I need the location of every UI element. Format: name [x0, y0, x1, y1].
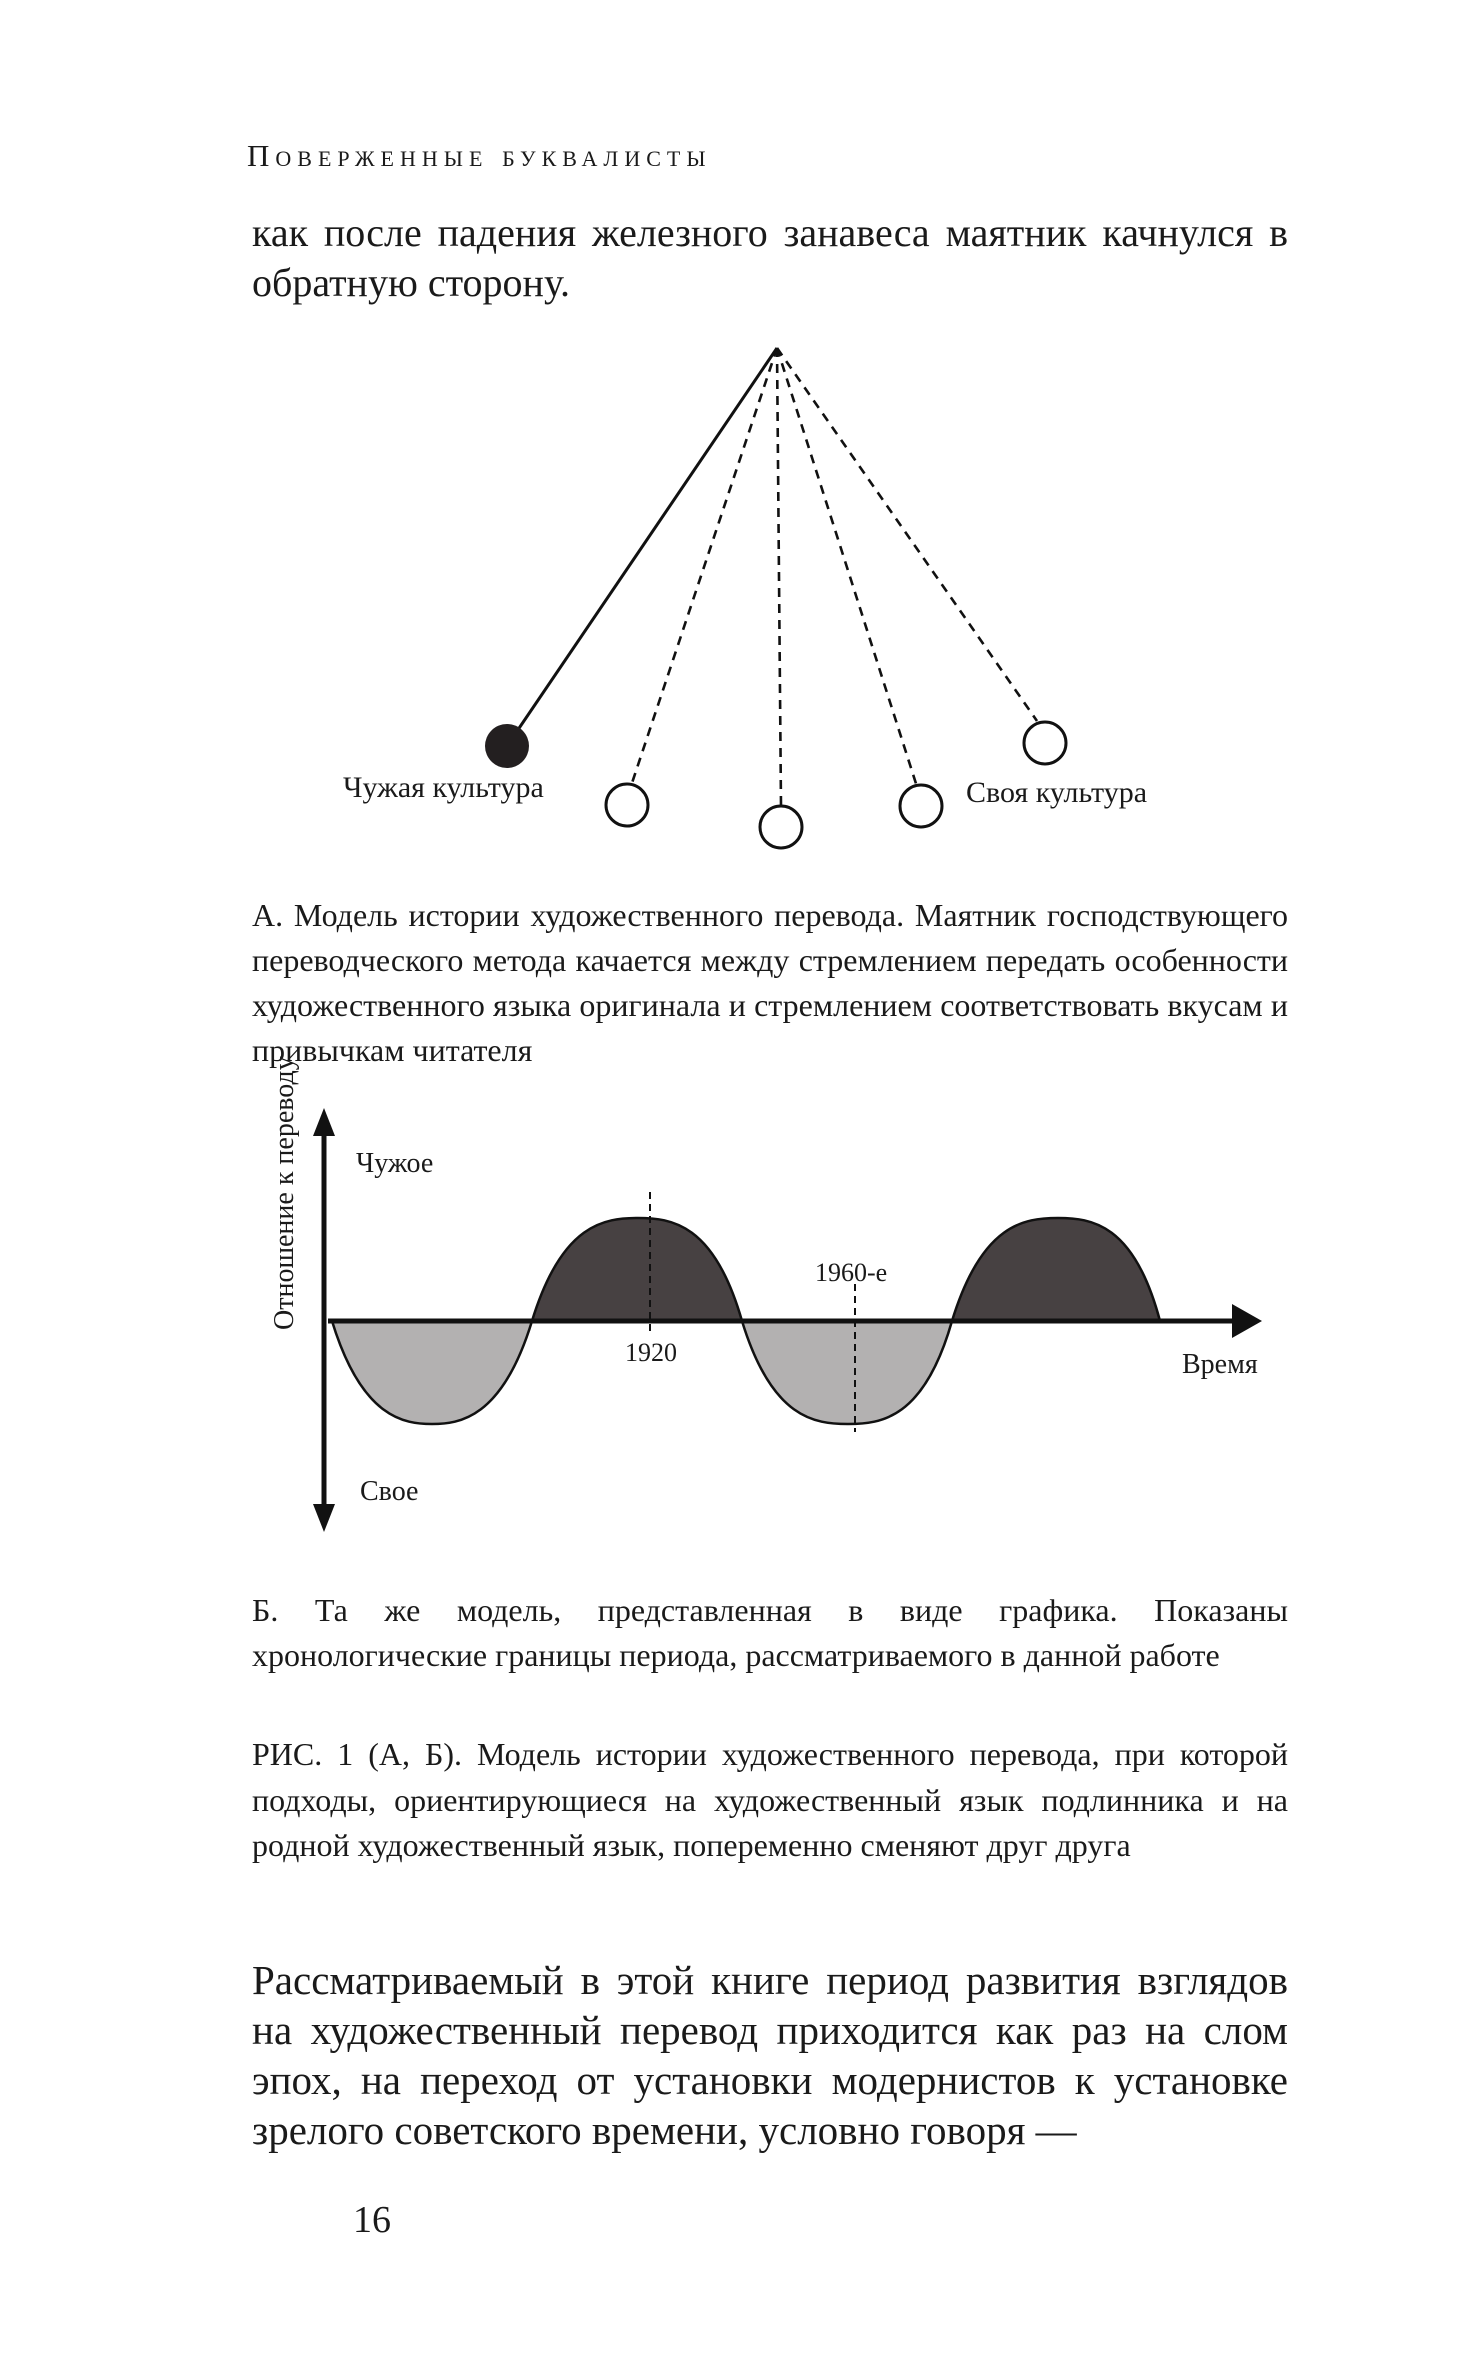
- running-head: Поверженные буквалисты: [247, 138, 712, 173]
- caption-b: Б. Та же модель, представленная в виде графика. Показаны хронологические границы периода, рассматриваемого в данной работе: [252, 1592, 1288, 1673]
- label-foreign: Чужое: [356, 1148, 434, 1179]
- wave-lobe-own-1: [332, 1321, 532, 1424]
- page-number: 16: [353, 2199, 391, 2241]
- pendulum-rod-dashed-3: [777, 348, 919, 793]
- y-axis-arrow-down: [313, 1504, 335, 1532]
- pendulum-bob-empty-4: [1024, 722, 1066, 764]
- y-axis-label: Отношение к переводу: [269, 1056, 300, 1330]
- closing-paragraph: Рассматриваемый в этой книге период развития взглядов на художественный перевод приходится как раз на слом эпох, на переход от установки модернистов к установке зрелого советского времени, условно говоря —: [252, 1957, 1288, 2153]
- pendulum-rod-dashed-1: [629, 348, 777, 792]
- caption-a: А. Модель истории художественного перевода. Маятник господствующего переводческого метода качается между стремлением передать особенности художественного языка оригинала и стремлением соответствовать вкусам и привычкам читателя: [252, 897, 1288, 1068]
- y-axis-arrow-up: [313, 1108, 335, 1136]
- pendulum-bob-empty-3: [900, 785, 942, 827]
- intro-paragraph: как после падения железного занавеса маятник качнулся в обратную сторону.: [252, 210, 1288, 305]
- pendulum-diagram: [0, 330, 1476, 860]
- figure-caption: РИС. 1 (А, Б). Модель истории художественного перевода, при которой подходы, ориентирующиеся на художественный язык подлинника и на родной художественный язык, попеременно сменяют друг друга: [252, 1736, 1288, 1863]
- pendulum-bob-empty-1: [606, 784, 648, 826]
- wave-lobe-own-2: [742, 1321, 952, 1424]
- x-axis-arrow: [1232, 1304, 1262, 1338]
- pendulum-rod-solid: [509, 348, 777, 743]
- label-1920: 1920: [625, 1338, 677, 1367]
- label-own-culture: Своя культура: [966, 776, 1148, 809]
- label-own: Свое: [360, 1476, 419, 1507]
- wave-lobe-foreign-1: [532, 1218, 742, 1321]
- label-foreign-culture: Чужая культура: [343, 771, 544, 804]
- pendulum-bob-filled: [485, 724, 529, 768]
- pendulum-rod-dashed-4: [777, 348, 1037, 721]
- wave-chart: [0, 1100, 1476, 1560]
- pendulum-rod-dashed-2: [777, 348, 781, 806]
- label-1960s: 1960-е: [815, 1258, 888, 1287]
- wave-lobe-foreign-2: [952, 1218, 1160, 1321]
- x-axis-label: Время: [1182, 1349, 1258, 1380]
- pendulum-bob-empty-2: [760, 806, 802, 848]
